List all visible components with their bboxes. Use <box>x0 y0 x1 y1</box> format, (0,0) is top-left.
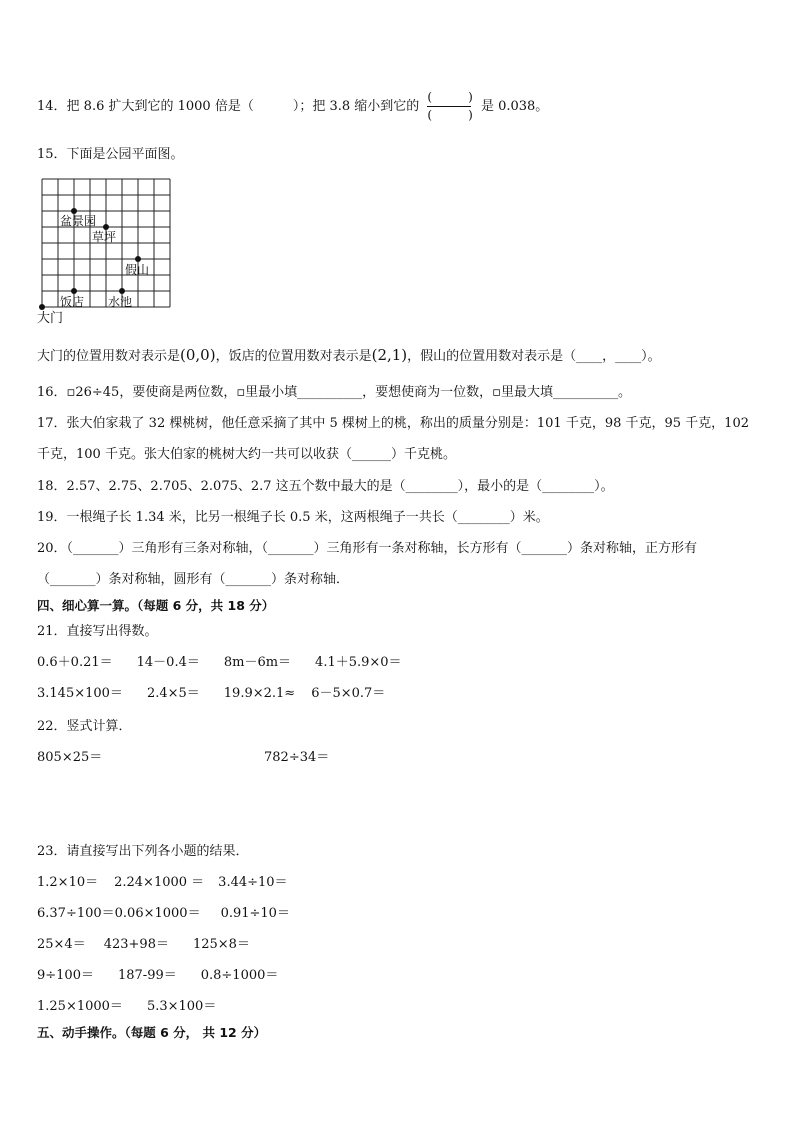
q23-item: 9÷100＝ <box>37 968 94 983</box>
q20-line-2: （_______）条对称轴，圆形有（_______）条对称轴． <box>37 572 350 587</box>
q21-item: 6－5×0.7＝ <box>311 686 386 701</box>
q21-item: 14－0.4＝ <box>136 655 200 670</box>
q23-item: 6.37÷100＝0.06×1000＝ <box>37 906 201 921</box>
map-point-rockery <box>135 256 141 262</box>
q15-text-2: ，饭店的位置用数对表示是 <box>215 349 372 364</box>
q17-line-1: 17．张大伯家栽了 32 棵桃树，他任意采摘了其中 5 棵树上的桃，称出的质量分别是：101 千克，98 千克，95 千克，102 <box>37 416 749 431</box>
q23-item: 423+98＝ <box>103 937 169 952</box>
q22-problem-b: 782÷34＝ <box>264 750 330 765</box>
q14-line <box>37 89 548 125</box>
q14-numerator-blank: ( ) <box>427 90 473 104</box>
map-label-bonsai: 盆景园 <box>60 214 97 228</box>
q19: 19．一根绳子长 1.34 米，比另一根绳子长 0.5 米，这两根绳子一共长（________）米。 <box>37 510 549 525</box>
fraction-bar <box>427 106 471 107</box>
q15-title: 15．下面是公园平面图。 <box>37 147 184 162</box>
section-5-heading: 五、动手操作。（每题 6 分， 共 12 分） <box>37 1025 267 1040</box>
q21-row-2 <box>37 685 385 703</box>
q21-item: 0.6＋0.21＝ <box>37 655 113 670</box>
map-label-rockery: 假山 <box>125 263 150 277</box>
gate-coordinate: (0,0) <box>180 346 216 364</box>
q23-row-1 <box>37 874 288 892</box>
map-point-pond <box>119 288 125 294</box>
q16: 16．▫26÷45，要使商是两位数，▫里最小填__________，要想使商为一位数，▫里最大填__________。 <box>37 385 631 400</box>
q23-item: 187-99＝ <box>117 968 177 983</box>
q23-title: 23．请直接写出下列各小题的结果． <box>37 844 249 859</box>
q17-line-2: 千克，100 千克。张大伯家的桃树大约一共可以收获（______）千克桃。 <box>37 447 456 462</box>
q22-title: 22．竖式计算． <box>37 719 132 734</box>
section-4-heading: 四、细心算一算。（每题 6 分，共 18 分） <box>37 598 275 613</box>
q14-fraction-blank <box>427 90 472 123</box>
q14-text-a: 14．把 8.6 扩大到它的 1000 倍是（ ）；把 3.8 缩小到它的 <box>37 99 420 114</box>
map-point-restaurant <box>71 288 77 294</box>
restaurant-coordinate: (2,1) <box>371 346 408 364</box>
q23-item: 1.2×10＝ <box>37 875 99 890</box>
q18: 18．2.57、2.75、2.705、2.075、2.7 这五个数中最大的是（________），最小的是（________）。 <box>37 479 614 494</box>
q22-problem-a: 805×25＝ <box>37 750 103 765</box>
q21-item: 19.9×2.1≈ <box>223 686 296 701</box>
q23-item: 2.24×1000 ＝ <box>114 875 205 890</box>
q21-item: 4.1＋5.9×0＝ <box>315 655 402 670</box>
q21-title: 21．直接写出得数。 <box>37 624 158 639</box>
map-label-gate: 大门 <box>37 311 64 326</box>
q23-item: 0.8÷1000＝ <box>200 968 279 983</box>
q23-row-3 <box>37 936 250 954</box>
map-label-lawn: 草坪 <box>92 230 117 244</box>
q21-item: 3.145×100＝ <box>37 686 123 701</box>
q23-row-5 <box>37 998 216 1016</box>
q23-item: 0.91÷10＝ <box>220 906 290 921</box>
park-grid-map <box>30 175 180 315</box>
q20-line-1: 20．（_______）三角形有三条对称轴，（_______）三角形有一条对称轴，长方形有（_______）条对称轴，正方形有 <box>37 541 698 556</box>
q14-denominator-blank: ( ) <box>427 108 473 122</box>
q15-text-1: 大门的位置用数对表示是 <box>37 349 181 364</box>
q23-item: 125×8＝ <box>192 937 250 952</box>
map-label-pond: 水池 <box>108 295 133 309</box>
q23-item: 25×4＝ <box>37 937 86 952</box>
q15-question <box>37 346 661 366</box>
q14-text-b: 是 0.038。 <box>480 99 549 114</box>
q23-item: 1.25×1000＝ <box>37 999 123 1014</box>
q23-row-2 <box>37 905 290 923</box>
q21-item: 2.4×5＝ <box>146 686 200 701</box>
q23-item: 5.3×100＝ <box>146 999 217 1014</box>
q15-text-3: ，假山的位置用数对表示是（____，____）。 <box>407 349 661 364</box>
q23-item: 3.44÷10＝ <box>218 875 288 890</box>
q21-item: 8m－6m＝ <box>223 655 292 670</box>
q23-row-4 <box>37 967 278 985</box>
q21-row-1 <box>37 654 402 672</box>
map-label-restaurant: 饭店 <box>60 295 85 309</box>
